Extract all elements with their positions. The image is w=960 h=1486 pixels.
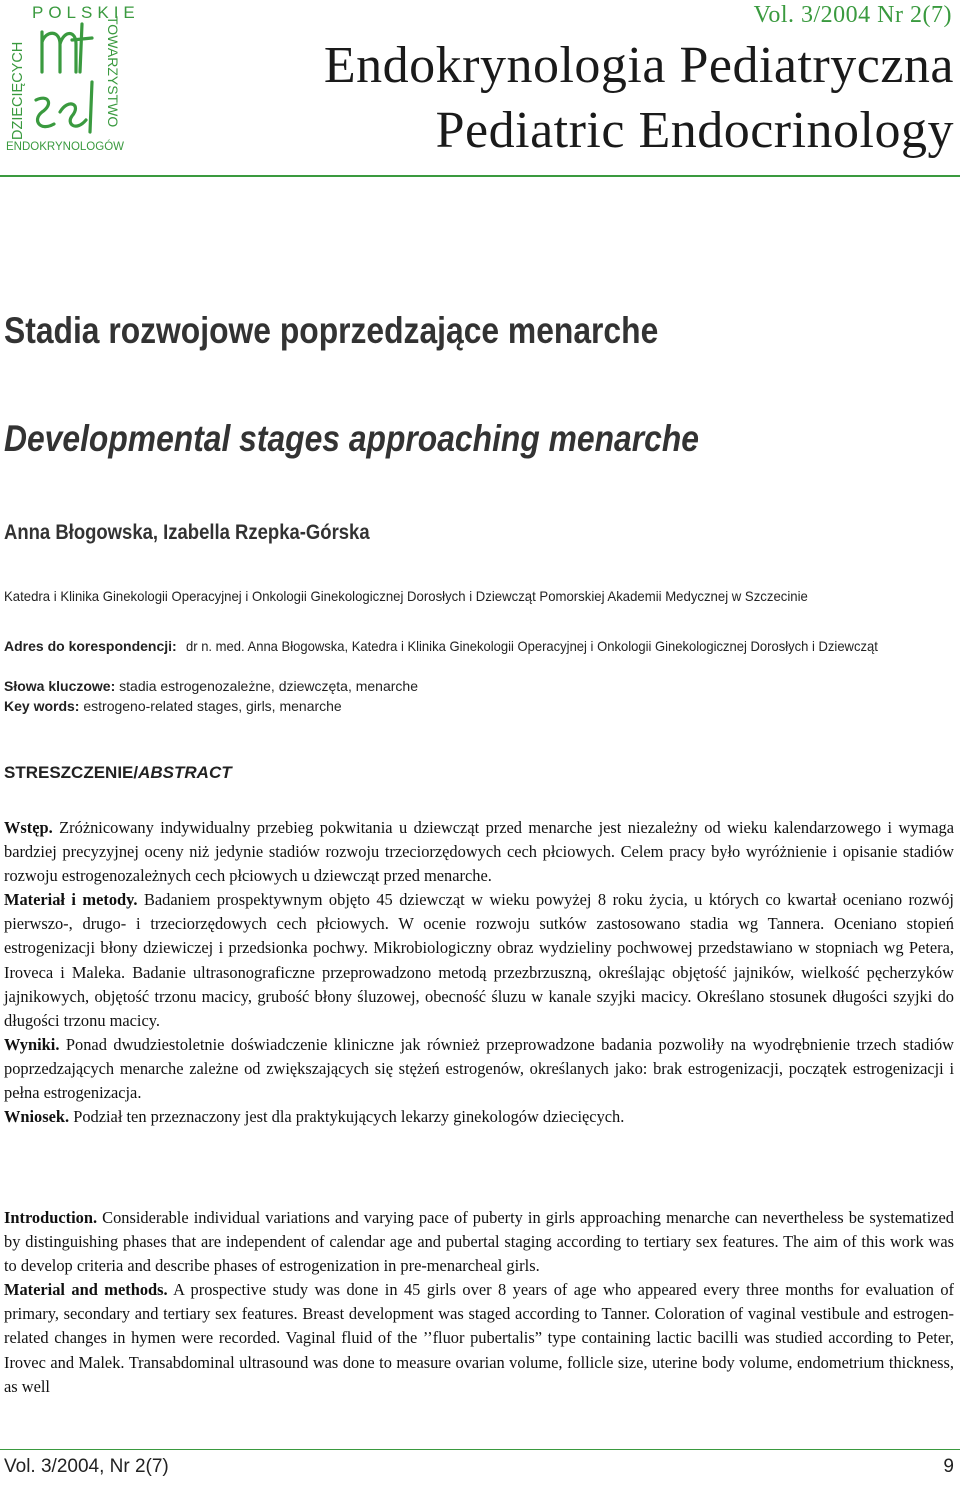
correspondence-address: dr n. med. Anna Błogowska, Katedra i Klinika Ginekologii Operacyjnej i Onkologii Ginekologicznej Dorosłych i Dziewcząt [186,638,878,654]
keywords-polish-text: stadia estrogenozależne, dziewczęta, menarche [115,678,418,694]
journal-logo [2,0,140,153]
abstract-pl-intro: Wstęp. Zróżnicowany indywidualny przebieg pokwitania u dziewcząt przed menarche jest niezależny od wieku kalendarzowego i wymaga bardziej precyzyjnej oceny niż jedynie stadiów rozwoju trzeciorzędowych cech płciowych. Celem pracy było wyróżnienie i opisanie stadiów rozwoju estrogenozależnych cech płciowych u dziewcząt przed menarche. [4,818,954,886]
footer-volume: Vol. 3/2004, Nr 2(7) [4,1456,169,1477]
keywords-english-text: estrogeno-related stages, girls, menarche [79,698,342,714]
abstract-english [4,1206,954,1399]
footer-divider [0,1449,960,1450]
keywords-english [4,698,342,714]
logo-left-text: DZIECIĘCYCH [10,41,26,140]
journal-title-polish: Endokrynologia Pediatryczna [323,37,954,94]
correspondence-label: Adres do korespondencji: [4,638,177,654]
logo-bottom-text: ENDOKRYNOLOGÓW [6,141,124,153]
article-title-polish: Stadia rozwojowe poprzedzające menarche [4,310,659,351]
abstract-en-methods: Material and methods. A prospective study was done in 45 girls over 8 years of age who appeared every three months for evaluation of primary, secondary and tertiary sex features. Breast development was staged according to Tanner. Coloration of vaginal vestibule and estrogen-related changes in hymen were recorded. Vaginal fluid of the ’’fluor pubertalis” type containing lactic bacilli was studied according to Peter, Irovec and Malek. Transabdominal ultrasound was done to measure ovarian volume, follicle size, uterine body volume, endometrium thickness, as well [4,1280,955,1396]
abstract-en-intro: Introduction. Considerable individual variations and varying pace of puberty in girls approaching menarche can nevertheless be systematized by distinguishing phases that are independent of calendar age and pubertal staging according to tertiary sex features. The aim of this work was to develop criteria and describe phases of estrogenization in pre-menarcheal girls. [4,1208,954,1276]
authors: Anna Błogowska, Izabella Rzepka-Górska [4,521,370,544]
logo-right-text: TOWARZYSTWO [105,16,121,128]
abstract-pl-methods: Materiał i metody. Badaniem prospektywnym objęto 45 dziewcząt w wieku powyżej 8 roku życia, u których co kwartał oceniano rozwój pierwszo-, drugo- i trzeciorzędowych cech płciowych. W ocenie rozwoju sutków zastosowano stadia wg Tannera. Oceniano stopień estrogenizacji błony dziewiczej i przedsionka pochwy. Mikrobiologiczny obraz wydzieliny pochwowej przedstawiano w stopniach wg Petera, Iroveca i Maleka. Badanie ultrasonograficzne przeprowadzono metodą przezbrzuszną, określając objętość jajników, wielkość pęcherzyków jajnikowych, objętość trzonu macicy, grubość błony śluzowej, obecność śluzu w kanale szyjki macicy. Określano stosunek długości szyjki do długości trzonu macicy. [4,890,954,1030]
journal-title-english: Pediatric Endocrinology [435,102,954,159]
header-divider [0,175,960,177]
keywords-english-label: Key words: [4,698,80,714]
section-heading-pl: STRESZCZENIE/ [4,763,139,782]
keywords-polish-label: Słowa kluczowe: [4,678,116,694]
abstract-pl-results: Wyniki. Ponad dwudziestoletnie doświadczenie kliniczne jak również przeprowadzone badania pozwoliły na wyodrębnienie trzech stadiów poprzedzających menarche zależne od zwiększających się stężeń estrogenów, określanych jako: brak estrogenizacji, początek estrogenizacji i pełna estrogenizacja. [4,1034,954,1103]
keywords-polish [4,678,418,694]
section-heading [4,763,232,783]
affiliation: Katedra i Klinika Ginekologii Operacyjnej i Onkologii Ginekologicznej Dorosłych i Dziewcząt Pomorskiej Akademii Medycznej w Szczecinie [4,588,808,604]
section-heading-en: ABSTRACT [138,763,232,782]
volume-info: Vol. 3/2004 Nr 2(7) [753,2,952,28]
page-number: 9 [943,1456,954,1477]
logo-monogram [36,24,92,132]
abstract-pl-conclusion: Wniosek. Podział ten przeznaczony jest dla praktykujących lekarzy ginekologów dziecięcych. [4,1107,625,1127]
abstract-polish [4,816,954,1129]
article-title-english: Developmental stages approaching menarche [4,418,699,459]
logo-top-text: POLSKIE [32,3,140,22]
